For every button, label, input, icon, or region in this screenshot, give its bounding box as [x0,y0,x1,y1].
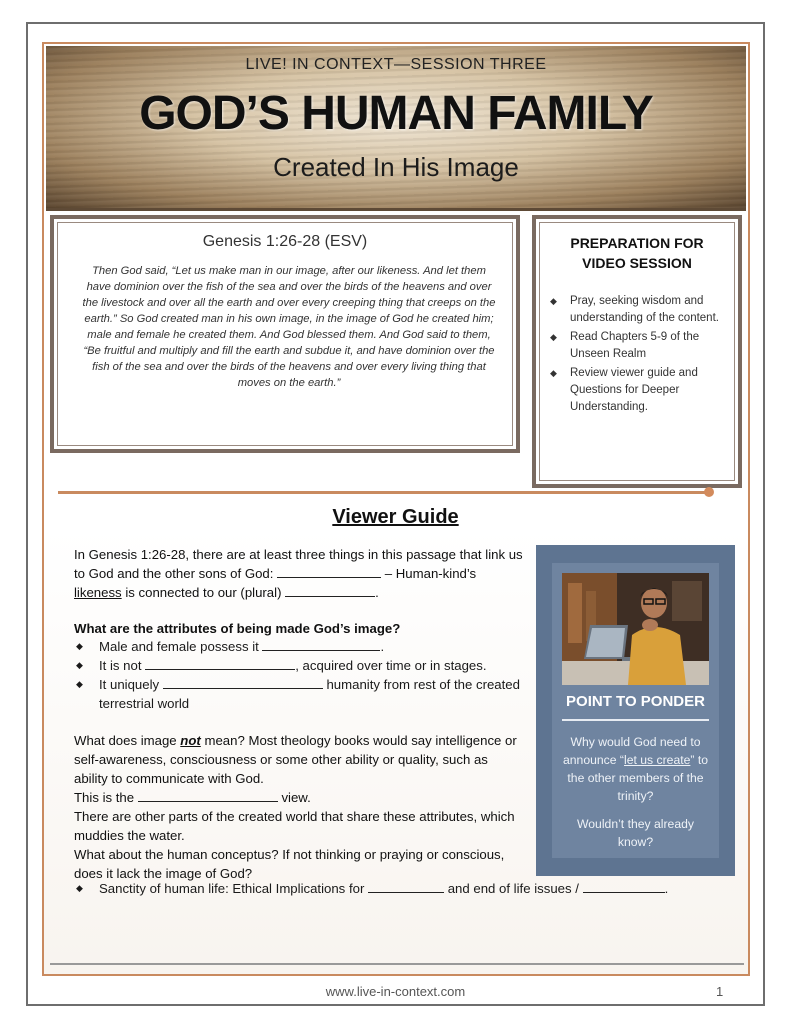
viewer-guide-title: Viewer Guide [332,506,459,528]
fill-blank[interactable] [262,638,380,651]
scripture-reference: Genesis 1:26-28 (ESV) [202,233,368,250]
diamond-bullet-icon: ◆ [550,368,557,378]
scripture-text: Then God said, “Let us make man in our image, after our likeness. And let them have dominion over the fish of the sea and over the birds of the heavens and over the livestock and over all the earth and over every creeping thing that creeps on the earth.” So God created man in his own image, in the image of God he created him; male and female he created them. And God blessed them. And God said to them, “Be fruitful and multiply and fill the earth and subdue it, and have dominion over the fish of the sea and over the birds of the heavens and over every living thing that moves on the earth.” [82,265,496,389]
ponder-panel [552,563,719,858]
fill-blank[interactable] [285,584,375,597]
list-item: ◆ It is not , acquired over time or in stages. [76,658,487,673]
fill-blank[interactable] [368,880,444,893]
session-label: LIVE! IN CONTEXT—SESSION THREE [245,56,547,73]
man-laptop-photo [562,573,709,685]
list-item: ◆ It uniquely humanity from rest of the created terrestrial world [76,677,520,711]
fill-blank[interactable] [277,565,381,578]
diamond-bullet-icon: ◆ [550,332,557,342]
image-not-paragraph: What does image not mean? Most theology books would say intelligence or self-awareness, consciousness or some other ability or quality, such as ability to communicate with God. This is the view. There are other parts of the created world that share these attributes, which muddies the water. What about the human conceptus? If not thinking or praying or conscious, does it lack the image of God? [74,733,517,881]
sanctity-item: ◆ Sanctity of human life: Ethical Implications for and end of life issues / . [76,881,669,896]
diamond-bullet-icon: ◆ [550,296,557,306]
header-banner [46,46,746,211]
ponder-title: POINT TO PONDER [566,693,705,710]
diamond-bullet-icon: ◆ [76,660,83,670]
point-to-ponder-box [536,545,735,876]
attributes-heading: What are the attributes of being made God’s image? [74,621,401,636]
diamond-bullet-icon: ◆ [76,641,83,651]
list-item: ◆ Read Chapters 5-9 of the Unseen Realm [550,331,700,360]
preparation-box [532,215,742,488]
page-number: 1 [716,984,724,999]
intro-paragraph: In Genesis 1:26-28, there are at least three things in this passage that link us to God and the other sons of God: – Human-kind’s likeness is connected to our (plural) . [74,547,523,600]
ponder-question-2: Wouldn’t they already know? [577,817,694,849]
footer-divider [50,963,744,965]
preparation-title-line1: PREPARATION FOR [570,235,704,251]
fill-blank[interactable] [583,880,665,893]
list-item: ◆ Male and female possess it . [76,639,385,654]
divider-dot [704,487,714,497]
ponder-question-1: Why would God need to announce “let us create” to the other members of the trinity? [563,735,708,803]
preparation-title [536,233,738,273]
fill-blank[interactable] [145,657,295,670]
preparation-title-line2: VIDEO SESSION [582,255,692,271]
ponder-divider [562,719,709,721]
list-item: ◆ Pray, seeking wisdom and understanding of the content. [550,295,719,324]
diamond-bullet-icon: ◆ [76,883,83,893]
photo-illustration-icon [562,573,709,685]
page-title: GOD’S HUMAN FAMILY [139,87,653,140]
footer-url[interactable]: www.live-in-context.com [325,984,466,999]
fill-blank[interactable] [138,789,278,802]
page-subtitle: Created In His Image [273,152,519,182]
diamond-bullet-icon: ◆ [76,679,83,689]
attributes-list [74,637,524,713]
scripture-box [50,215,520,453]
preparation-list [550,293,730,418]
fill-blank[interactable] [163,676,323,689]
section-divider [58,491,708,494]
list-item: ◆ Review viewer guide and Questions for Deeper Understanding. [550,367,698,413]
